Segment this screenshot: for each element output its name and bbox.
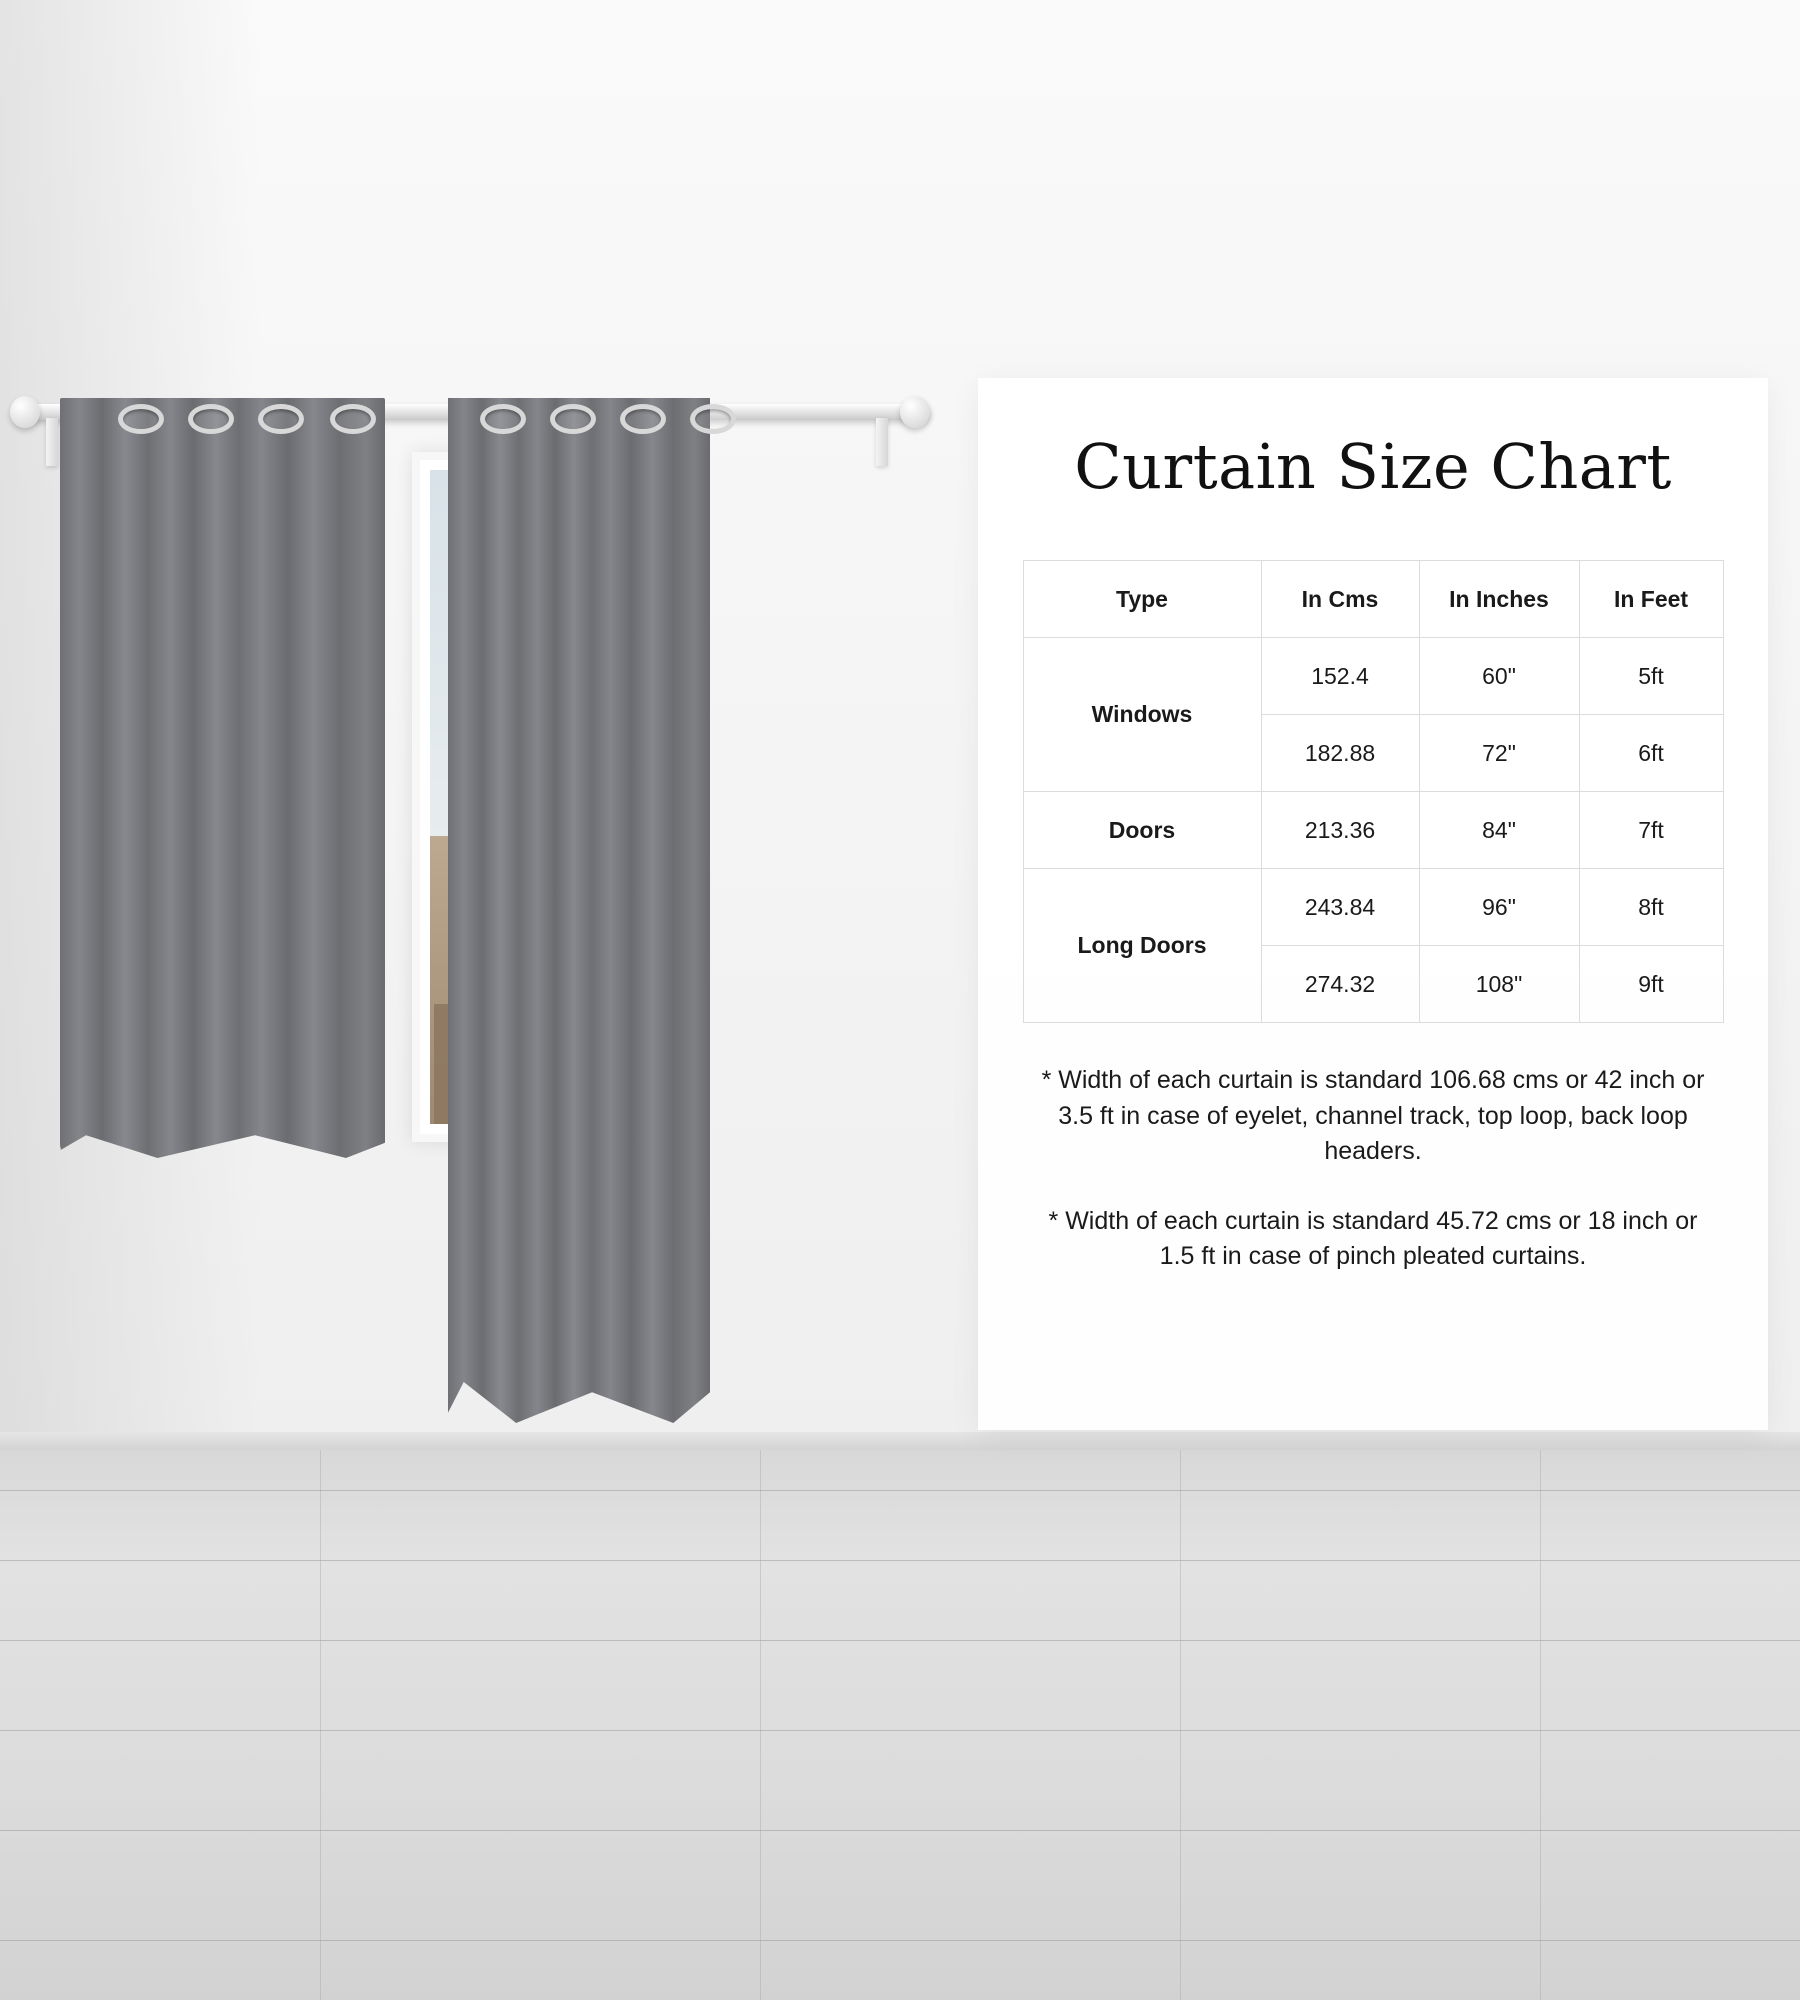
cell-inches: 96" (1419, 869, 1579, 946)
rod-finial-left (10, 396, 40, 428)
floor (0, 1450, 1800, 2000)
note-pinch-pleat-width: * Width of each curtain is standard 45.72 cms or 18 inch or 1.5 ft in case of pinch pleated curtains. (1048, 1206, 1698, 1270)
cell-feet: 8ft (1579, 869, 1723, 946)
grommet-icon (258, 404, 304, 434)
column-header-inches: In Inches (1419, 561, 1579, 638)
rod-finial-right (900, 396, 930, 428)
curtain-size-chart-panel (978, 378, 1768, 1430)
cell-inches: 84" (1419, 792, 1579, 869)
cell-feet: 9ft (1579, 946, 1723, 1023)
table-row (1023, 792, 1723, 869)
page-title: Curtain Size Chart (1074, 430, 1672, 503)
cell-cms: 274.32 (1261, 946, 1419, 1023)
cell-inches: 72" (1419, 715, 1579, 792)
table-row (1023, 869, 1723, 946)
column-header-type: Type (1023, 561, 1261, 638)
grommet-icon (118, 404, 164, 434)
cell-type-long-doors: Long Doors (1023, 869, 1261, 1023)
column-header-cms: In Cms (1261, 561, 1419, 638)
grommet-icon (550, 404, 596, 434)
cell-cms: 213.36 (1261, 792, 1419, 869)
grommet-icon (620, 404, 666, 434)
cell-feet: 6ft (1579, 715, 1723, 792)
grommet-icon (188, 404, 234, 434)
cell-type-windows: Windows (1023, 638, 1261, 792)
curtain-panel-left[interactable] (60, 398, 385, 1158)
note-eyelet-width: * Width of each curtain is standard 106.68 cms or 42 inch or 3.5 ft in case of eyelet, channel track, top loop, back loop headers. (1041, 1066, 1705, 1165)
rod-bracket-right (876, 418, 888, 466)
grommet-icon (330, 404, 376, 434)
chart-notes (1030, 1063, 1716, 1275)
curtain-panel-right[interactable] (448, 398, 710, 1423)
grommet-icon (480, 404, 526, 434)
table-row (1023, 638, 1723, 715)
rod-bracket-left (46, 418, 58, 466)
table-header-row (1023, 561, 1723, 638)
cell-cms: 243.84 (1261, 869, 1419, 946)
size-chart-table (1023, 560, 1724, 1023)
cell-cms: 182.88 (1261, 715, 1419, 792)
cell-feet: 7ft (1579, 792, 1723, 869)
grommet-icon (690, 404, 736, 434)
cell-cms: 152.4 (1261, 638, 1419, 715)
column-header-feet: In Feet (1579, 561, 1723, 638)
cell-inches: 60" (1419, 638, 1579, 715)
cell-type-doors: Doors (1023, 792, 1261, 869)
cell-feet: 5ft (1579, 638, 1723, 715)
baseboard (0, 1432, 1800, 1450)
cell-inches: 108" (1419, 946, 1579, 1023)
